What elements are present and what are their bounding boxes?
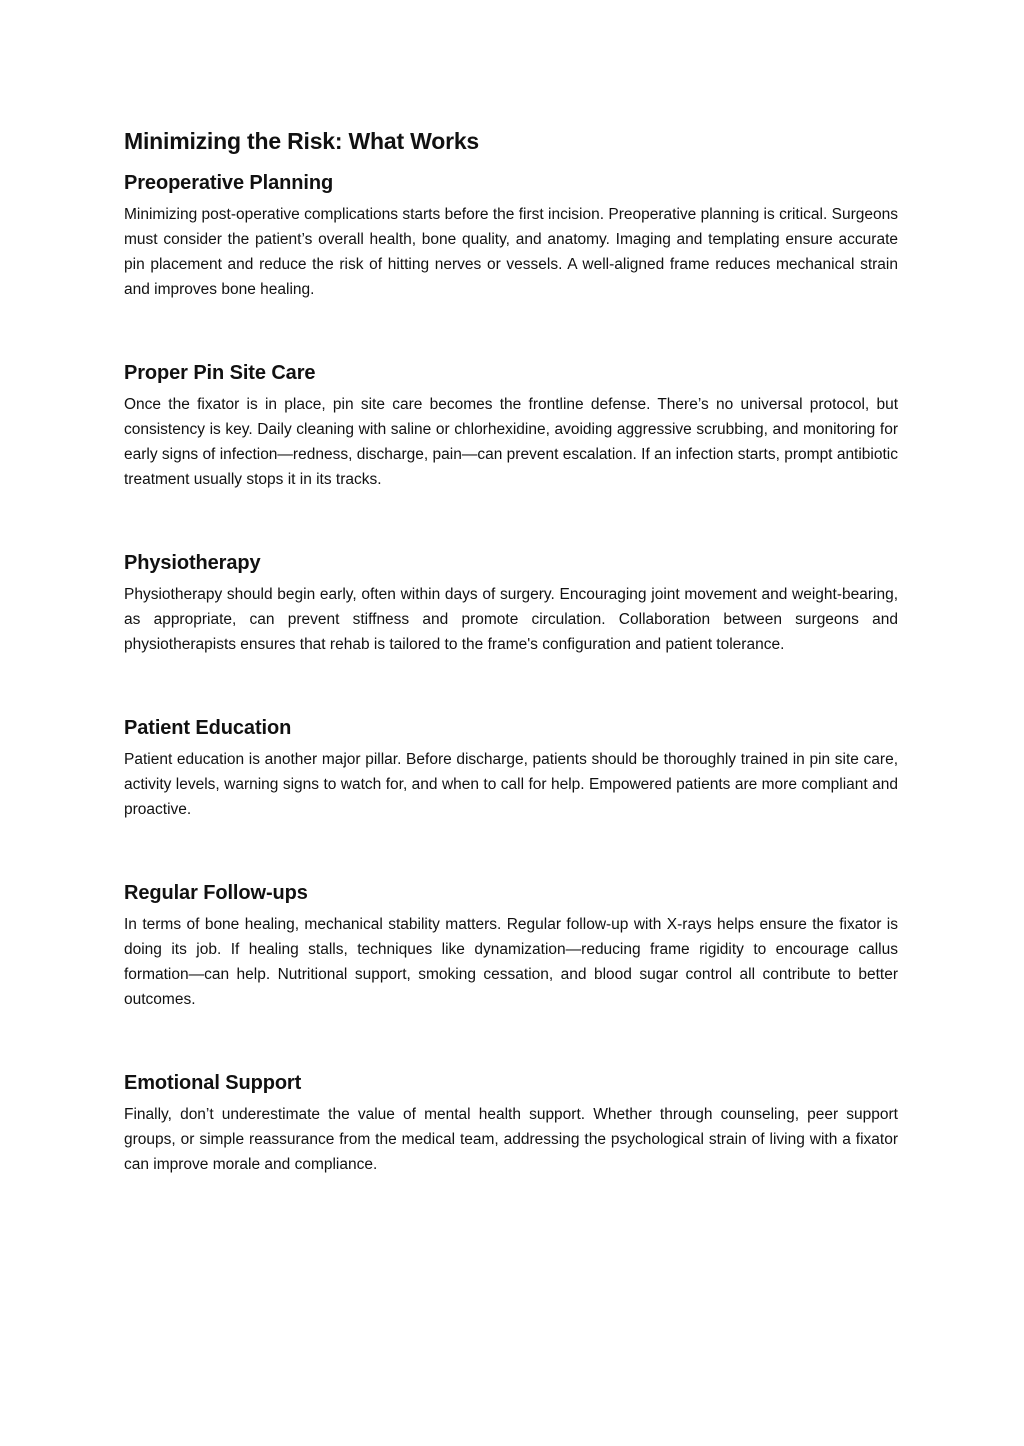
section-heading: Physiotherapy xyxy=(124,552,261,574)
section-paragraph: Patient education is another major pillar. Before discharge, patients should be thoroughly trained in pin site care, activity levels, warning signs to watch for, and when to call for help. Empowered patients are more compliant and proactive. xyxy=(124,751,898,818)
section-paragraph: Minimizing post-operative complications starts before the first incision. Preoperative planning is critical. Surgeons must consider the patient’s overall health, bone quality, and anatomy. Imaging and templating ensure accurate pin placement and reduce the risk of hitting nerves or vessels. A well-aligned frame reduces mechanical strain and improves bone healing. xyxy=(124,206,898,298)
section-preoperative-planning xyxy=(124,168,898,302)
section-paragraph: Physiotherapy should begin early, often within days of surgery. Encouraging joint movement and weight-bearing, as appropriate, can prevent stiffness and promote circulation. Collaboration between surgeons and physiotherapists ensures that rehab is tailored to the frame's configuration and patient tolerance. xyxy=(124,586,898,653)
section-heading: Emotional Support xyxy=(124,1072,302,1094)
section-paragraph: Once the fixator is in place, pin site care becomes the frontline defense. There’s no universal protocol, but consistency is key. Daily cleaning with saline or chlorhexidine, avoiding aggressive scrubbing, and monitoring for early signs of infection—redness, discharge, pain—can prevent escalation. If an infection starts, prompt antibiotic treatment usually stops it in its tracks. xyxy=(124,396,898,488)
section-regular-follow-ups xyxy=(124,878,898,1012)
section-heading: Regular Follow-ups xyxy=(124,882,308,904)
section-patient-education xyxy=(124,713,898,822)
document-page xyxy=(124,124,898,1177)
section-heading: Proper Pin Site Care xyxy=(124,362,316,384)
section-proper-pin-site-care xyxy=(124,358,898,492)
section-heading: Preoperative Planning xyxy=(124,172,334,194)
page-title: Minimizing the Risk: What Works xyxy=(124,128,480,154)
section-physiotherapy xyxy=(124,548,898,657)
section-paragraph: Finally, don’t underestimate the value of mental health support. Whether through counseling, peer support groups, or simple reassurance from the medical team, addressing the psychological strain of living with a fixator can improve morale and compliance. xyxy=(124,1106,898,1173)
section-heading: Patient Education xyxy=(124,717,292,739)
section-emotional-support xyxy=(124,1068,898,1177)
section-paragraph: In terms of bone healing, mechanical stability matters. Regular follow-up with X-rays helps ensure the fixator is doing its job. If healing stalls, techniques like dynamization—reducing frame rigidity to encourage callus formation—can help. Nutritional support, smoking cessation, and blood sugar control all contribute to better outcomes. xyxy=(124,916,898,1008)
